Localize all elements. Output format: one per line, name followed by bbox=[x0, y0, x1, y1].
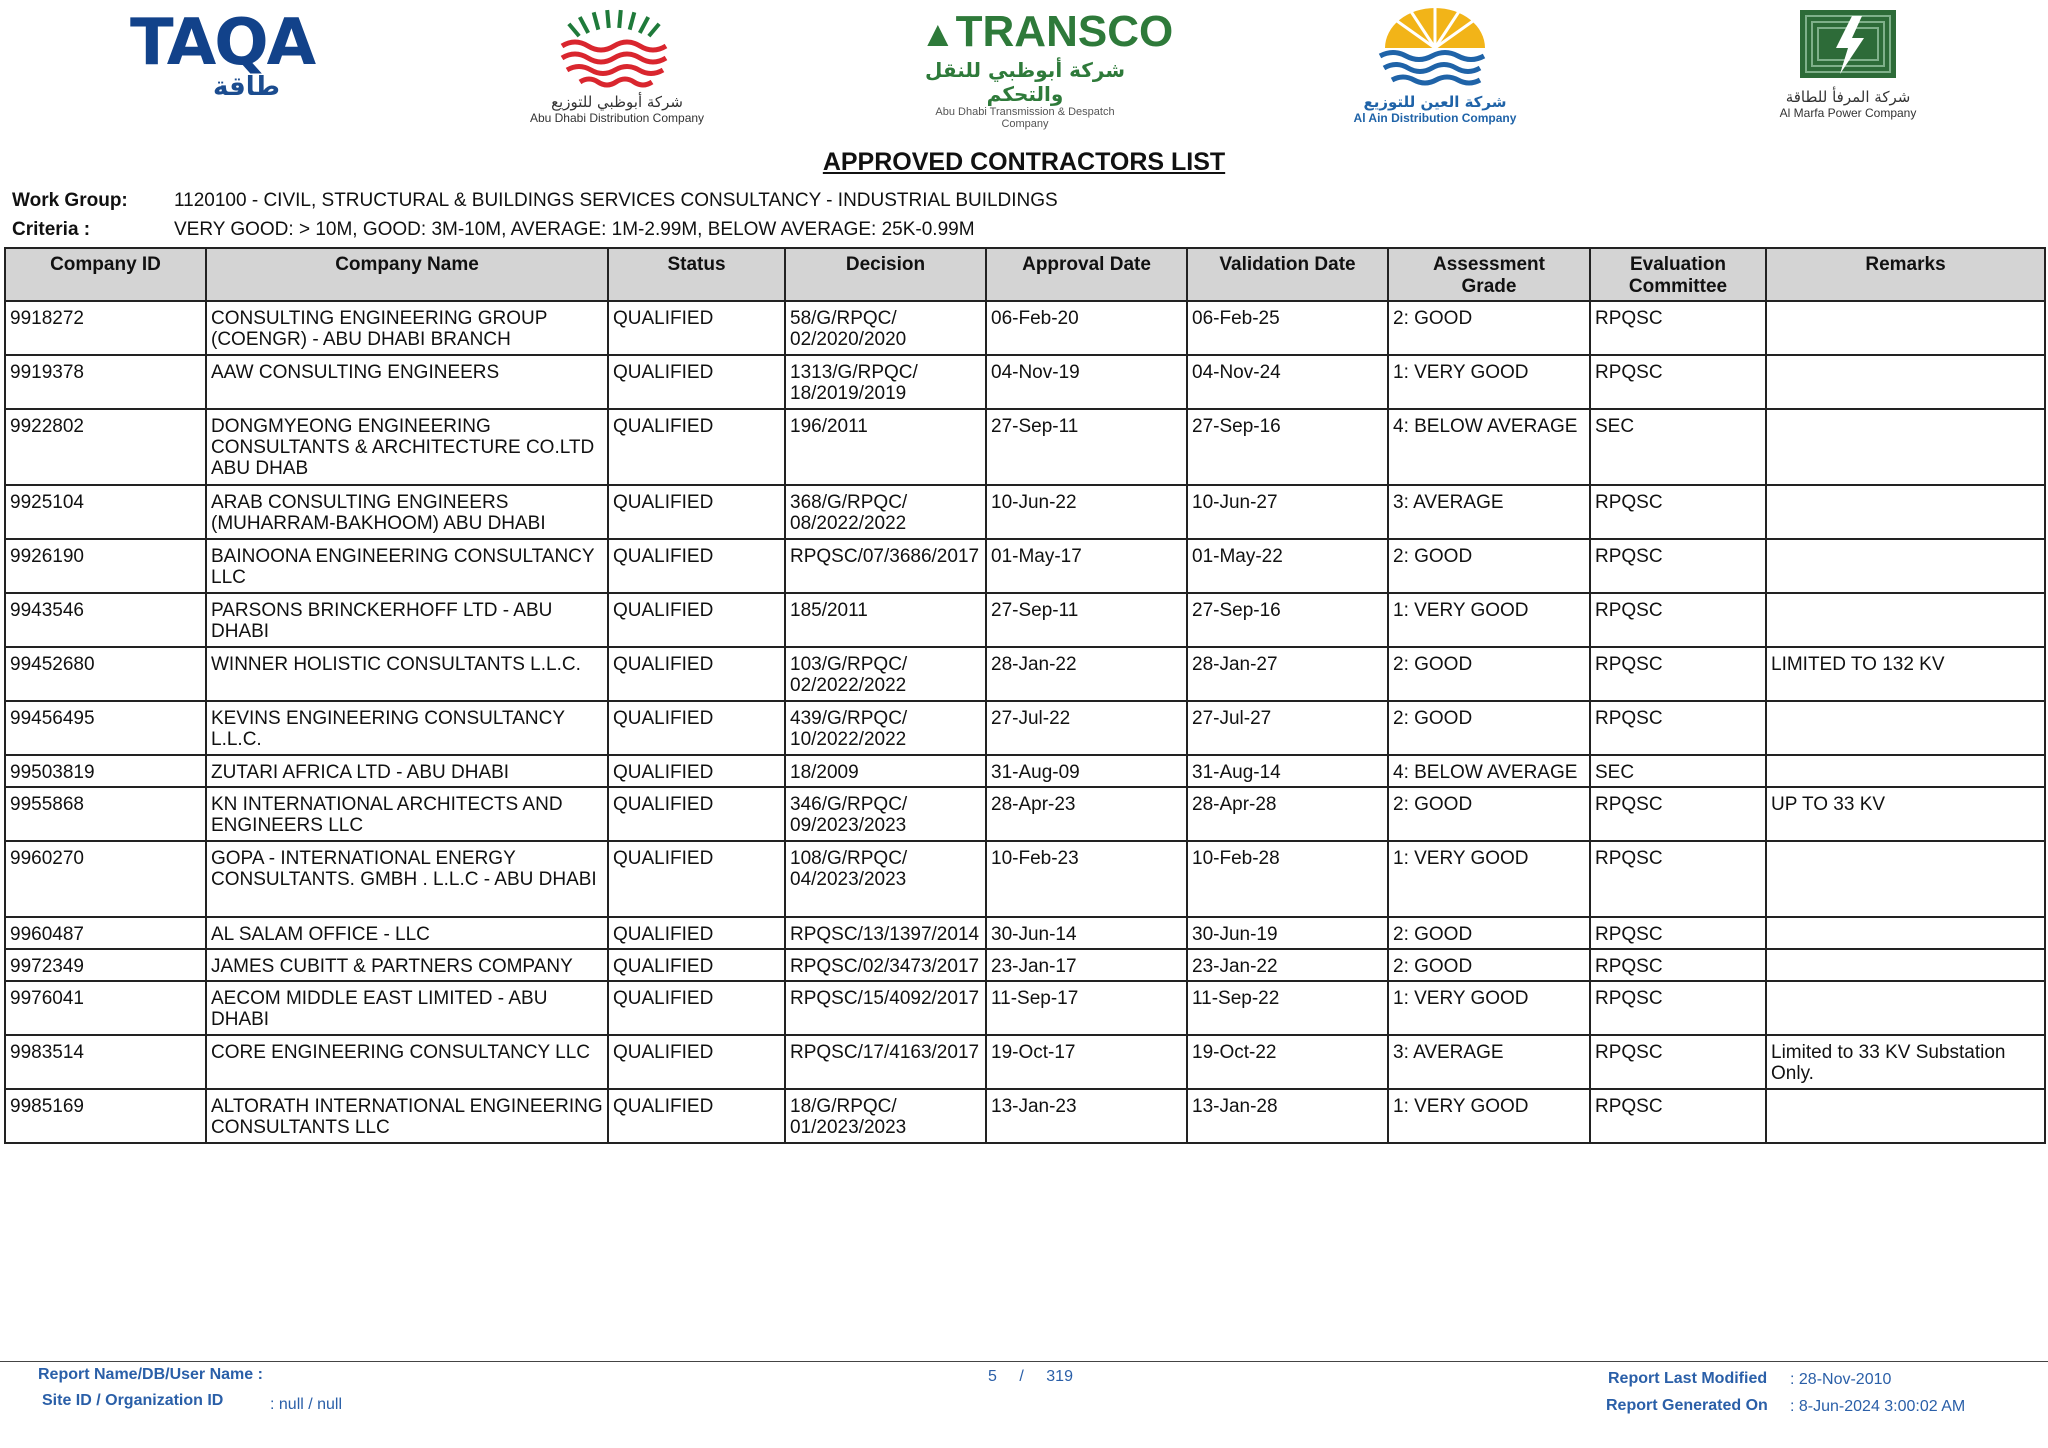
assessment-grade-cell: 1: VERY GOOD bbox=[1388, 593, 1590, 647]
evaluation-committee-cell: RPQSC bbox=[1590, 647, 1766, 701]
evaluation-committee-cell: RPQSC bbox=[1590, 301, 1766, 355]
company-name-cell: JAMES CUBITT & PARTNERS COMPANY bbox=[206, 949, 608, 981]
report-generated-value: : 8-Jun-2024 3:00:02 AM bbox=[1790, 1398, 1966, 1415]
approval-date-cell: 27-Sep-11 bbox=[986, 409, 1187, 485]
decision-cell: RPQSC/07/3686/2017 bbox=[785, 539, 986, 593]
aadc-logo-english: Al Ain Distribution Company bbox=[1353, 111, 1517, 125]
aadc-logo-arabic: شركة العين للتوزيع bbox=[1363, 93, 1507, 111]
company-name-cell: KEVINS ENGINEERING CONSULTANCY L.L.C. bbox=[206, 701, 608, 755]
evaluation-committee-cell: RPQSC bbox=[1590, 1089, 1766, 1143]
company-id-cell: 9985169 bbox=[5, 1089, 206, 1143]
status-cell: QUALIFIED bbox=[608, 1035, 785, 1089]
remarks-cell bbox=[1766, 981, 2045, 1035]
taqa-logo-arabic: طاقة bbox=[212, 72, 280, 102]
work-group-value: 1120100 - CIVIL, STRUCTURAL & BUILDINGS SERVICES CONSULTANCY - INDUSTRIAL BUILDINGS bbox=[174, 190, 1058, 211]
assessment-grade-cell: 1: VERY GOOD bbox=[1388, 841, 1590, 917]
table-row bbox=[5, 981, 2045, 1035]
company-id-cell: 9918272 bbox=[5, 301, 206, 355]
status-cell: QUALIFIED bbox=[608, 701, 785, 755]
company-name-cell: DONGMYEONG ENGINEERING CONSULTANTS & ARCHITECTURE CO.LTD ABU DHAB bbox=[206, 409, 608, 485]
table-row bbox=[5, 1089, 2045, 1143]
assessment-grade-cell: 2: GOOD bbox=[1388, 701, 1590, 755]
company-name-cell: BAINOONA ENGINEERING CONSULTANCY LLC bbox=[206, 539, 608, 593]
col-header-approval-date: Approval Date bbox=[986, 248, 1187, 301]
validation-date-cell: 27-Jul-27 bbox=[1187, 701, 1388, 755]
validation-date-cell: 23-Jan-22 bbox=[1187, 949, 1388, 981]
table-row bbox=[5, 355, 2045, 409]
assessment-grade-cell: 1: VERY GOOD bbox=[1388, 1089, 1590, 1143]
page-total: 319 bbox=[1046, 1368, 1073, 1385]
site-id-value: : null / null bbox=[270, 1396, 343, 1413]
company-name-cell: GOPA - INTERNATIONAL ENERGY CONSULTANTS. GMBH . L.L.C - ABU DHABI bbox=[206, 841, 608, 917]
company-id-cell: 99456495 bbox=[5, 701, 206, 755]
company-name-cell: ALTORATH INTERNATIONAL ENGINEERING CONSULTANTS LLC bbox=[206, 1089, 608, 1143]
status-cell: QUALIFIED bbox=[608, 355, 785, 409]
col-header-evaluation-committee: Evaluation Committee bbox=[1590, 248, 1766, 301]
transco-logo-arabic: شركة أبوظبي للنقل والتحكم bbox=[924, 58, 1126, 106]
company-name-cell: PARSONS BRINCKERHOFF LTD - ABU DHABI bbox=[206, 593, 608, 647]
col-header-assessment-grade: Assessment Grade bbox=[1388, 248, 1590, 301]
logo-strip bbox=[0, 0, 2048, 140]
status-cell: QUALIFIED bbox=[608, 841, 785, 917]
table-row bbox=[5, 701, 2045, 755]
remarks-cell bbox=[1766, 949, 2045, 981]
table-row bbox=[5, 787, 2045, 841]
report-generated-label: Report Generated On bbox=[1606, 1397, 1768, 1414]
amarfa-logo-english: Al Marfa Power Company bbox=[1779, 106, 1917, 120]
evaluation-committee-cell: RPQSC bbox=[1590, 917, 1766, 949]
remarks-cell bbox=[1766, 841, 2045, 917]
col-header-company-name: Company Name bbox=[206, 248, 608, 301]
transco-leaf-icon: ▲ bbox=[920, 13, 956, 54]
page-title: APPROVED CONTRACTORS LIST bbox=[822, 148, 1226, 176]
decision-cell: RPQSC/17/4163/2017 bbox=[785, 1035, 986, 1089]
approval-date-cell: 11-Sep-17 bbox=[986, 981, 1187, 1035]
approval-date-cell: 06-Feb-20 bbox=[986, 301, 1187, 355]
status-cell: QUALIFIED bbox=[608, 787, 785, 841]
evaluation-committee-cell: RPQSC bbox=[1590, 787, 1766, 841]
evaluation-committee-cell: SEC bbox=[1590, 409, 1766, 485]
company-id-cell: 9943546 bbox=[5, 593, 206, 647]
validation-date-cell: 31-Aug-14 bbox=[1187, 755, 1388, 787]
validation-date-cell: 10-Jun-27 bbox=[1187, 485, 1388, 539]
assessment-grade-cell: 2: GOOD bbox=[1388, 917, 1590, 949]
decision-cell: 196/2011 bbox=[785, 409, 986, 485]
site-id-label: Site ID / Organization ID bbox=[42, 1392, 224, 1409]
validation-date-cell: 28-Jan-27 bbox=[1187, 647, 1388, 701]
taqa-logo-word: TAQA bbox=[130, 6, 315, 80]
remarks-cell bbox=[1766, 755, 2045, 787]
assessment-grade-cell: 2: GOOD bbox=[1388, 539, 1590, 593]
company-name-cell: WINNER HOLISTIC CONSULTANTS L.L.C. bbox=[206, 647, 608, 701]
addc-logo-english: Abu Dhabi Distribution Company bbox=[529, 111, 705, 125]
page-number bbox=[988, 1368, 1073, 1386]
addc-emblem-icon bbox=[512, 8, 722, 93]
table-row bbox=[5, 949, 2045, 981]
approval-date-cell: 10-Feb-23 bbox=[986, 841, 1187, 917]
validation-date-cell: 04-Nov-24 bbox=[1187, 355, 1388, 409]
company-name-cell: AL SALAM OFFICE - LLC bbox=[206, 917, 608, 949]
decision-cell: RPQSC/02/3473/2017 bbox=[785, 949, 986, 981]
remarks-cell bbox=[1766, 485, 2045, 539]
approval-date-cell: 13-Jan-23 bbox=[986, 1089, 1187, 1143]
remarks-cell bbox=[1766, 701, 2045, 755]
approval-date-cell: 28-Apr-23 bbox=[986, 787, 1187, 841]
remarks-cell: Limited to 33 KV Substation Only. bbox=[1766, 1035, 2045, 1089]
status-cell: QUALIFIED bbox=[608, 647, 785, 701]
amarfa-logo-arabic: شركة المرفأ للطاقة bbox=[1785, 88, 1911, 106]
company-id-cell: 9925104 bbox=[5, 485, 206, 539]
approval-date-cell: 27-Jul-22 bbox=[986, 701, 1187, 755]
decision-cell: 18/2009 bbox=[785, 755, 986, 787]
amarfa-bolt-emblem-icon bbox=[1748, 8, 1948, 88]
work-group-label: Work Group: bbox=[12, 190, 128, 211]
company-name-cell: ARAB CONSULTING ENGINEERS (MUHARRAM-BAKHOOM) ABU DHABI bbox=[206, 485, 608, 539]
table-row bbox=[5, 539, 2045, 593]
validation-date-cell: 28-Apr-28 bbox=[1187, 787, 1388, 841]
report-modified-value: : 28-Nov-2010 bbox=[1790, 1371, 1892, 1388]
evaluation-committee-cell: RPQSC bbox=[1590, 981, 1766, 1035]
remarks-cell bbox=[1766, 593, 2045, 647]
table-row bbox=[5, 593, 2045, 647]
criteria-row bbox=[12, 219, 975, 241]
company-id-cell: 9922802 bbox=[5, 409, 206, 485]
remarks-cell bbox=[1766, 1089, 2045, 1143]
aadc-sun-emblem-icon bbox=[1330, 8, 1540, 93]
assessment-grade-cell: 3: AVERAGE bbox=[1388, 1035, 1590, 1089]
validation-date-cell: 30-Jun-19 bbox=[1187, 917, 1388, 949]
validation-date-cell: 19-Oct-22 bbox=[1187, 1035, 1388, 1089]
status-cell: QUALIFIED bbox=[608, 949, 785, 981]
decision-cell: 108/G/RPQC/ 04/2023/2023 bbox=[785, 841, 986, 917]
status-cell: QUALIFIED bbox=[608, 755, 785, 787]
status-cell: QUALIFIED bbox=[608, 1089, 785, 1143]
company-id-cell: 9960270 bbox=[5, 841, 206, 917]
company-id-cell: 9955868 bbox=[5, 787, 206, 841]
assessment-grade-cell: 1: VERY GOOD bbox=[1388, 981, 1590, 1035]
approval-date-cell: 10-Jun-22 bbox=[986, 485, 1187, 539]
table-row bbox=[5, 301, 2045, 355]
approval-date-cell: 28-Jan-22 bbox=[986, 647, 1187, 701]
company-id-cell: 9976041 bbox=[5, 981, 206, 1035]
evaluation-committee-cell: RPQSC bbox=[1590, 701, 1766, 755]
table-row bbox=[5, 409, 2045, 485]
evaluation-committee-cell: RPQSC bbox=[1590, 841, 1766, 917]
company-name-cell: AAW CONSULTING ENGINEERS bbox=[206, 355, 608, 409]
decision-cell: 103/G/RPQC/ 02/2022/2022 bbox=[785, 647, 986, 701]
company-name-cell: AECOM MIDDLE EAST LIMITED - ABU DHABI bbox=[206, 981, 608, 1035]
approval-date-cell: 01-May-17 bbox=[986, 539, 1187, 593]
decision-cell: 1313/G/RPQC/ 18/2019/2019 bbox=[785, 355, 986, 409]
evaluation-committee-cell: SEC bbox=[1590, 755, 1766, 787]
company-id-cell: 9926190 bbox=[5, 539, 206, 593]
validation-date-cell: 13-Jan-28 bbox=[1187, 1089, 1388, 1143]
col-header-remarks: Remarks bbox=[1766, 248, 2045, 301]
validation-date-cell: 06-Feb-25 bbox=[1187, 301, 1388, 355]
evaluation-committee-cell: RPQSC bbox=[1590, 1035, 1766, 1089]
company-id-cell: 9972349 bbox=[5, 949, 206, 981]
aadc-logo bbox=[1330, 8, 1540, 133]
approval-date-cell: 04-Nov-19 bbox=[986, 355, 1187, 409]
table-row bbox=[5, 485, 2045, 539]
validation-date-cell: 01-May-22 bbox=[1187, 539, 1388, 593]
assessment-grade-cell: 4: BELOW AVERAGE bbox=[1388, 409, 1590, 485]
decision-cell: RPQSC/15/4092/2017 bbox=[785, 981, 986, 1035]
decision-cell: 368/G/RPQC/ 08/2022/2022 bbox=[785, 485, 986, 539]
remarks-cell: UP TO 33 KV bbox=[1766, 787, 2045, 841]
amarfa-logo bbox=[1748, 8, 1948, 133]
assessment-grade-cell: 3: AVERAGE bbox=[1388, 485, 1590, 539]
company-name-cell: CONSULTING ENGINEERING GROUP (COENGR) - ABU DHABI BRANCH bbox=[206, 301, 608, 355]
approval-date-cell: 31-Aug-09 bbox=[986, 755, 1187, 787]
company-name-cell: KN INTERNATIONAL ARCHITECTS AND ENGINEERS LLC bbox=[206, 787, 608, 841]
company-id-cell: 9919378 bbox=[5, 355, 206, 409]
remarks-cell bbox=[1766, 355, 2045, 409]
remarks-cell bbox=[1766, 409, 2045, 485]
table-header-row bbox=[5, 248, 2045, 301]
status-cell: QUALIFIED bbox=[608, 301, 785, 355]
transco-logo-word: ▲TRANSCO bbox=[920, 7, 1174, 56]
company-id-cell: 99452680 bbox=[5, 647, 206, 701]
work-group-row bbox=[12, 190, 1058, 212]
validation-date-cell: 27-Sep-16 bbox=[1187, 409, 1388, 485]
contractors-table bbox=[4, 247, 2046, 1144]
evaluation-committee-cell: RPQSC bbox=[1590, 949, 1766, 981]
col-header-status: Status bbox=[608, 248, 785, 301]
addc-logo-arabic: شركة أبوظبي للتوزيع bbox=[551, 93, 683, 111]
decision-cell: 346/G/RPQC/ 09/2023/2023 bbox=[785, 787, 986, 841]
table-body bbox=[5, 301, 2045, 1143]
remarks-cell bbox=[1766, 301, 2045, 355]
company-name-cell: ZUTARI AFRICA LTD - ABU DHABI bbox=[206, 755, 608, 787]
assessment-grade-cell: 2: GOOD bbox=[1388, 301, 1590, 355]
approval-date-cell: 19-Oct-17 bbox=[986, 1035, 1187, 1089]
status-cell: QUALIFIED bbox=[608, 485, 785, 539]
validation-date-cell: 27-Sep-16 bbox=[1187, 593, 1388, 647]
decision-cell: 439/G/RPQC/ 10/2022/2022 bbox=[785, 701, 986, 755]
decision-cell: RPQSC/13/1397/2014 bbox=[785, 917, 986, 949]
company-id-cell: 99503819 bbox=[5, 755, 206, 787]
report-modified-label: Report Last Modified bbox=[1608, 1370, 1768, 1387]
approval-date-cell: 23-Jan-17 bbox=[986, 949, 1187, 981]
col-header-validation-date: Validation Date bbox=[1187, 248, 1388, 301]
decision-cell: 185/2011 bbox=[785, 593, 986, 647]
assessment-grade-cell: 2: GOOD bbox=[1388, 787, 1590, 841]
page-separator: / bbox=[1019, 1368, 1024, 1385]
status-cell: QUALIFIED bbox=[608, 539, 785, 593]
company-name-cell: CORE ENGINEERING CONSULTANCY LLC bbox=[206, 1035, 608, 1089]
table-row bbox=[5, 1035, 2045, 1089]
evaluation-committee-cell: RPQSC bbox=[1590, 593, 1766, 647]
decision-cell: 58/G/RPQC/ 02/2020/2020 bbox=[785, 301, 986, 355]
status-cell: QUALIFIED bbox=[608, 981, 785, 1035]
remarks-cell bbox=[1766, 539, 2045, 593]
validation-date-cell: 10-Feb-28 bbox=[1187, 841, 1388, 917]
criteria-value: VERY GOOD: > 10M, GOOD: 3M-10M, AVERAGE: 1M-2.99M, BELOW AVERAGE: 25K-0.99M bbox=[174, 219, 975, 240]
transco-logo-english: Abu Dhabi Transmission & Despatch Company bbox=[935, 106, 1115, 130]
table-row bbox=[5, 917, 2045, 949]
validation-date-cell: 11-Sep-22 bbox=[1187, 981, 1388, 1035]
status-cell: QUALIFIED bbox=[608, 917, 785, 949]
addc-logo bbox=[512, 8, 722, 133]
col-header-decision: Decision bbox=[785, 248, 986, 301]
company-id-cell: 9960487 bbox=[5, 917, 206, 949]
remarks-cell bbox=[1766, 917, 2045, 949]
assessment-grade-cell: 1: VERY GOOD bbox=[1388, 355, 1590, 409]
transco-logo bbox=[920, 7, 1174, 133]
decision-cell: 18/G/RPQC/ 01/2023/2023 bbox=[785, 1089, 986, 1143]
table-row bbox=[5, 647, 2045, 701]
taqa-logo bbox=[130, 6, 315, 133]
evaluation-committee-cell: RPQSC bbox=[1590, 355, 1766, 409]
approval-date-cell: 30-Jun-14 bbox=[986, 917, 1187, 949]
status-cell: QUALIFIED bbox=[608, 409, 785, 485]
page-current: 5 bbox=[988, 1368, 997, 1385]
criteria-label: Criteria : bbox=[12, 219, 91, 240]
assessment-grade-cell: 4: BELOW AVERAGE bbox=[1388, 755, 1590, 787]
assessment-grade-cell: 2: GOOD bbox=[1388, 647, 1590, 701]
assessment-grade-cell: 2: GOOD bbox=[1388, 949, 1590, 981]
footer-divider bbox=[0, 1361, 2048, 1362]
table-row bbox=[5, 841, 2045, 917]
status-cell: QUALIFIED bbox=[608, 593, 785, 647]
approval-date-cell: 27-Sep-11 bbox=[986, 593, 1187, 647]
evaluation-committee-cell: RPQSC bbox=[1590, 485, 1766, 539]
company-id-cell: 9983514 bbox=[5, 1035, 206, 1089]
col-header-company-id: Company ID bbox=[5, 248, 206, 301]
remarks-cell: LIMITED TO 132 KV bbox=[1766, 647, 2045, 701]
evaluation-committee-cell: RPQSC bbox=[1590, 539, 1766, 593]
table-row bbox=[5, 755, 2045, 787]
report-name-label: Report Name/DB/User Name : bbox=[38, 1366, 263, 1383]
